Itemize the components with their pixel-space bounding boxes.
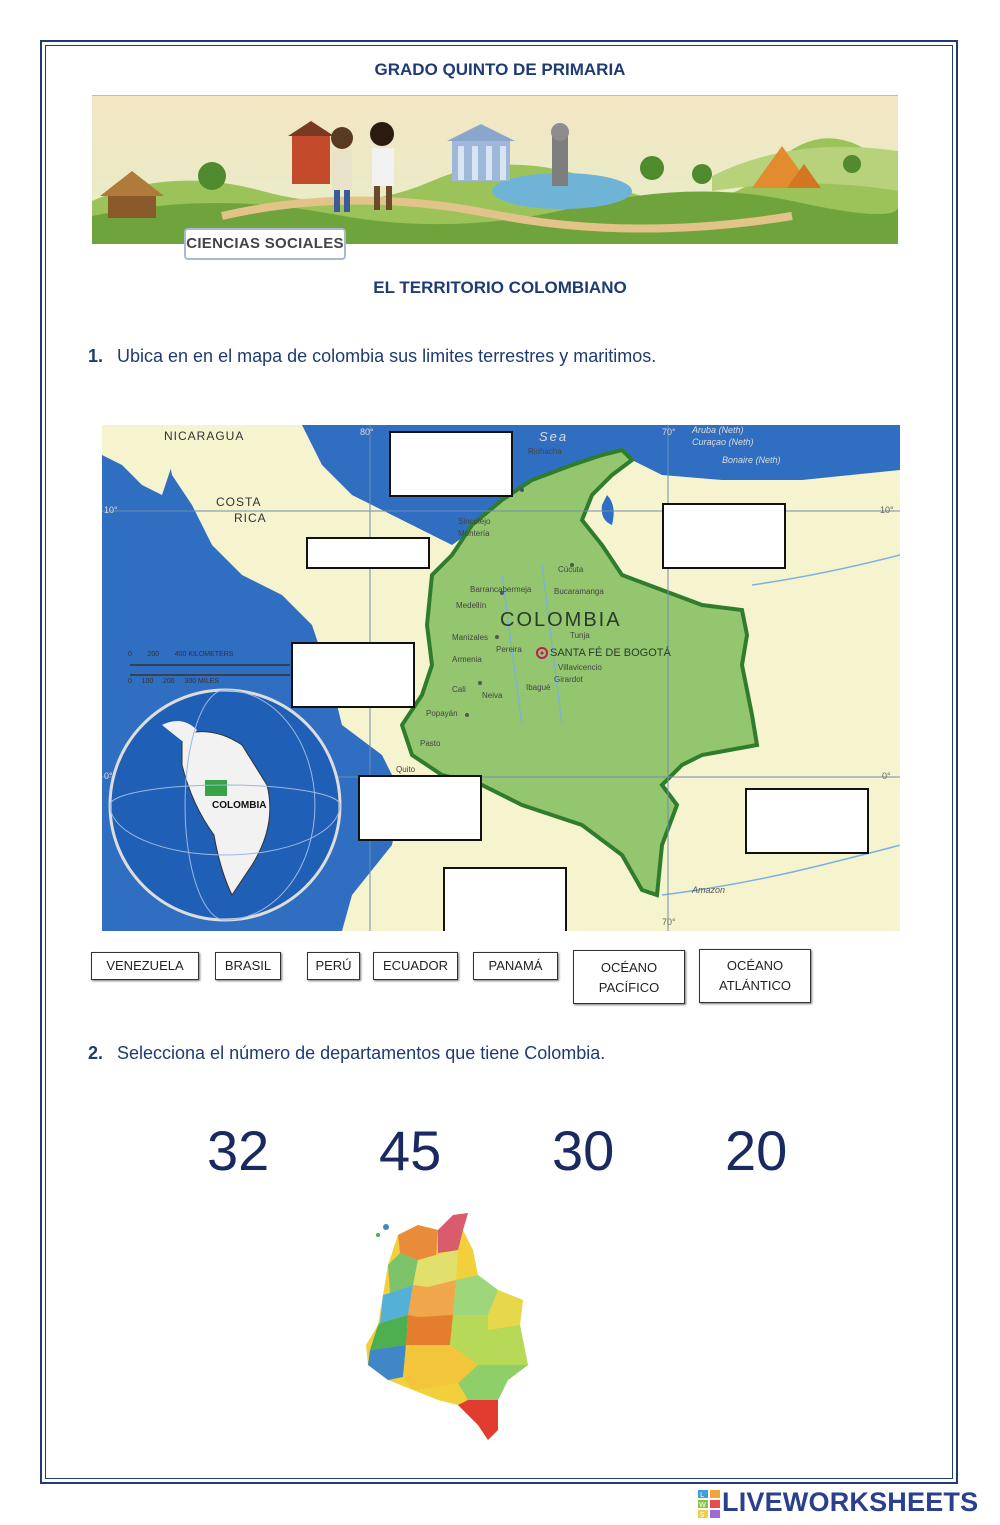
tag-oceano-pacifico-line1: OCÉANO bbox=[600, 960, 658, 975]
drop-box-1[interactable] bbox=[389, 431, 513, 497]
option-45[interactable]: 45 bbox=[379, 1119, 442, 1182]
label-riohacha: Riohacha bbox=[528, 447, 562, 456]
question-1-text: Ubica en en el mapa de colombia sus limites terrestres y maritimos. bbox=[117, 346, 657, 366]
label-rica: RICA bbox=[234, 511, 267, 525]
label-pereira: Pereira bbox=[496, 645, 522, 654]
question-1-number: 1. bbox=[88, 346, 104, 366]
label-girardot: Girardot bbox=[554, 675, 583, 684]
label-bonaire: Bonaire (Neth) bbox=[722, 455, 781, 465]
tag-venezuela[interactable] bbox=[91, 952, 199, 980]
liveworksheets-brand[interactable]: LIVEWORKSHEETS bbox=[722, 1487, 979, 1517]
label-barrancabermeja: Barrancabermeja bbox=[470, 585, 532, 594]
label-costa: COSTA bbox=[216, 495, 262, 509]
label-sea: Sea bbox=[539, 429, 569, 444]
tag-oceano-pacifico-line2: PACÍFICO bbox=[598, 980, 660, 995]
option-32[interactable]: 32 bbox=[207, 1119, 270, 1182]
tag-ecuador[interactable] bbox=[373, 952, 458, 980]
label-neiva: Neiva bbox=[482, 691, 503, 700]
tag-peru[interactable] bbox=[307, 952, 360, 980]
label-lon70-bottom: 70° bbox=[662, 917, 676, 927]
question-2 bbox=[88, 1043, 605, 1064]
scale-km: 0 200 400 KILOMETERS bbox=[128, 651, 234, 658]
label-quito: Quito bbox=[396, 765, 416, 774]
tag-oceano-atlantico-line1: OCÉANO bbox=[726, 958, 784, 973]
logo-letter-l: L bbox=[700, 1491, 704, 1499]
drop-box-2[interactable] bbox=[662, 503, 786, 569]
tag-brasil-label: BRASIL bbox=[224, 958, 272, 973]
tag-peru-label: PERÚ bbox=[315, 958, 352, 973]
label-villavicencio: Villavicencio bbox=[558, 663, 602, 672]
label-bucaramanga: Bucaramanga bbox=[554, 587, 604, 596]
label-amazon: Amazon bbox=[692, 885, 726, 895]
departments-map bbox=[358, 1205, 538, 1445]
label-manizales: Manizales bbox=[452, 633, 489, 642]
drop-box-6[interactable] bbox=[745, 788, 869, 854]
label-curacao: Curaçao (Neth) bbox=[692, 437, 754, 447]
label-bogota: SANTA FÉ DE BOGOTÁ bbox=[550, 647, 671, 659]
scale-miles: 0 100 200 300 MILES bbox=[128, 678, 220, 685]
tag-venezuela-label: VENEZUELA bbox=[106, 958, 184, 973]
label-armenia: Armenia bbox=[452, 655, 482, 664]
tag-panama[interactable] bbox=[473, 952, 558, 980]
label-sincelejo: Sincelejo bbox=[458, 517, 491, 526]
label-cali: Cali bbox=[452, 685, 466, 694]
tag-oceano-pacifico[interactable] bbox=[573, 950, 685, 1004]
label-aruba: Aruba (Neth) bbox=[692, 425, 744, 435]
tag-ecuador-label: ECUADOR bbox=[382, 958, 448, 973]
label-cucuta: Cúcuta bbox=[558, 565, 584, 574]
globe-label-colombia: COLOMBIA bbox=[212, 800, 267, 811]
tag-panama-label: PANAMÁ bbox=[488, 958, 543, 973]
label-lat10-e: 10° bbox=[880, 505, 894, 515]
drop-box-4[interactable] bbox=[291, 642, 415, 708]
label-nicaragua: NICARAGUA bbox=[164, 429, 245, 443]
logo-letter-s: S bbox=[700, 1511, 705, 1519]
label-lon70: 70° bbox=[662, 427, 676, 437]
topic-title: EL TERRITORIO COLOMBIANO bbox=[373, 278, 627, 297]
label-lat10-w: 10° bbox=[104, 505, 118, 515]
label-colombia: COLOMBIA bbox=[500, 609, 622, 631]
grade-title: GRADO QUINTO DE PRIMARIA bbox=[374, 60, 626, 79]
subject-label: CIENCIAS SOCIALES bbox=[184, 228, 346, 260]
label-tunja: Tunja bbox=[570, 631, 590, 640]
label-monteria: Montería bbox=[458, 529, 490, 538]
tag-oceano-atlantico[interactable] bbox=[699, 949, 811, 1003]
drop-box-7[interactable] bbox=[443, 867, 567, 931]
drop-box-5[interactable] bbox=[358, 775, 482, 841]
label-ibague: Ibagué bbox=[526, 683, 551, 692]
label-medellin: Medellín bbox=[456, 601, 487, 610]
drop-box-3[interactable] bbox=[306, 537, 430, 569]
tag-oceano-atlantico-line2: ATLÁNTICO bbox=[719, 978, 791, 993]
label-lat0-e: 0° bbox=[882, 771, 891, 781]
colombia-map bbox=[102, 425, 900, 931]
option-20[interactable]: 20 bbox=[725, 1119, 788, 1182]
label-pasto: Pasto bbox=[420, 739, 441, 748]
label-popayan: Popayán bbox=[426, 709, 458, 718]
question-2-text: Selecciona el número de departamentos que tiene Colombia. bbox=[117, 1043, 606, 1063]
liveworksheets-logo-icon bbox=[698, 1488, 722, 1520]
banner-illustration bbox=[92, 95, 898, 244]
question-2-number: 2. bbox=[88, 1043, 104, 1063]
label-lat0-w: 0° bbox=[104, 771, 113, 781]
logo-letter-w: W bbox=[699, 1501, 706, 1509]
label-lon80: 80° bbox=[360, 427, 374, 437]
question-1 bbox=[88, 346, 656, 367]
tag-brasil[interactable] bbox=[215, 952, 281, 980]
option-30[interactable]: 30 bbox=[552, 1119, 615, 1182]
